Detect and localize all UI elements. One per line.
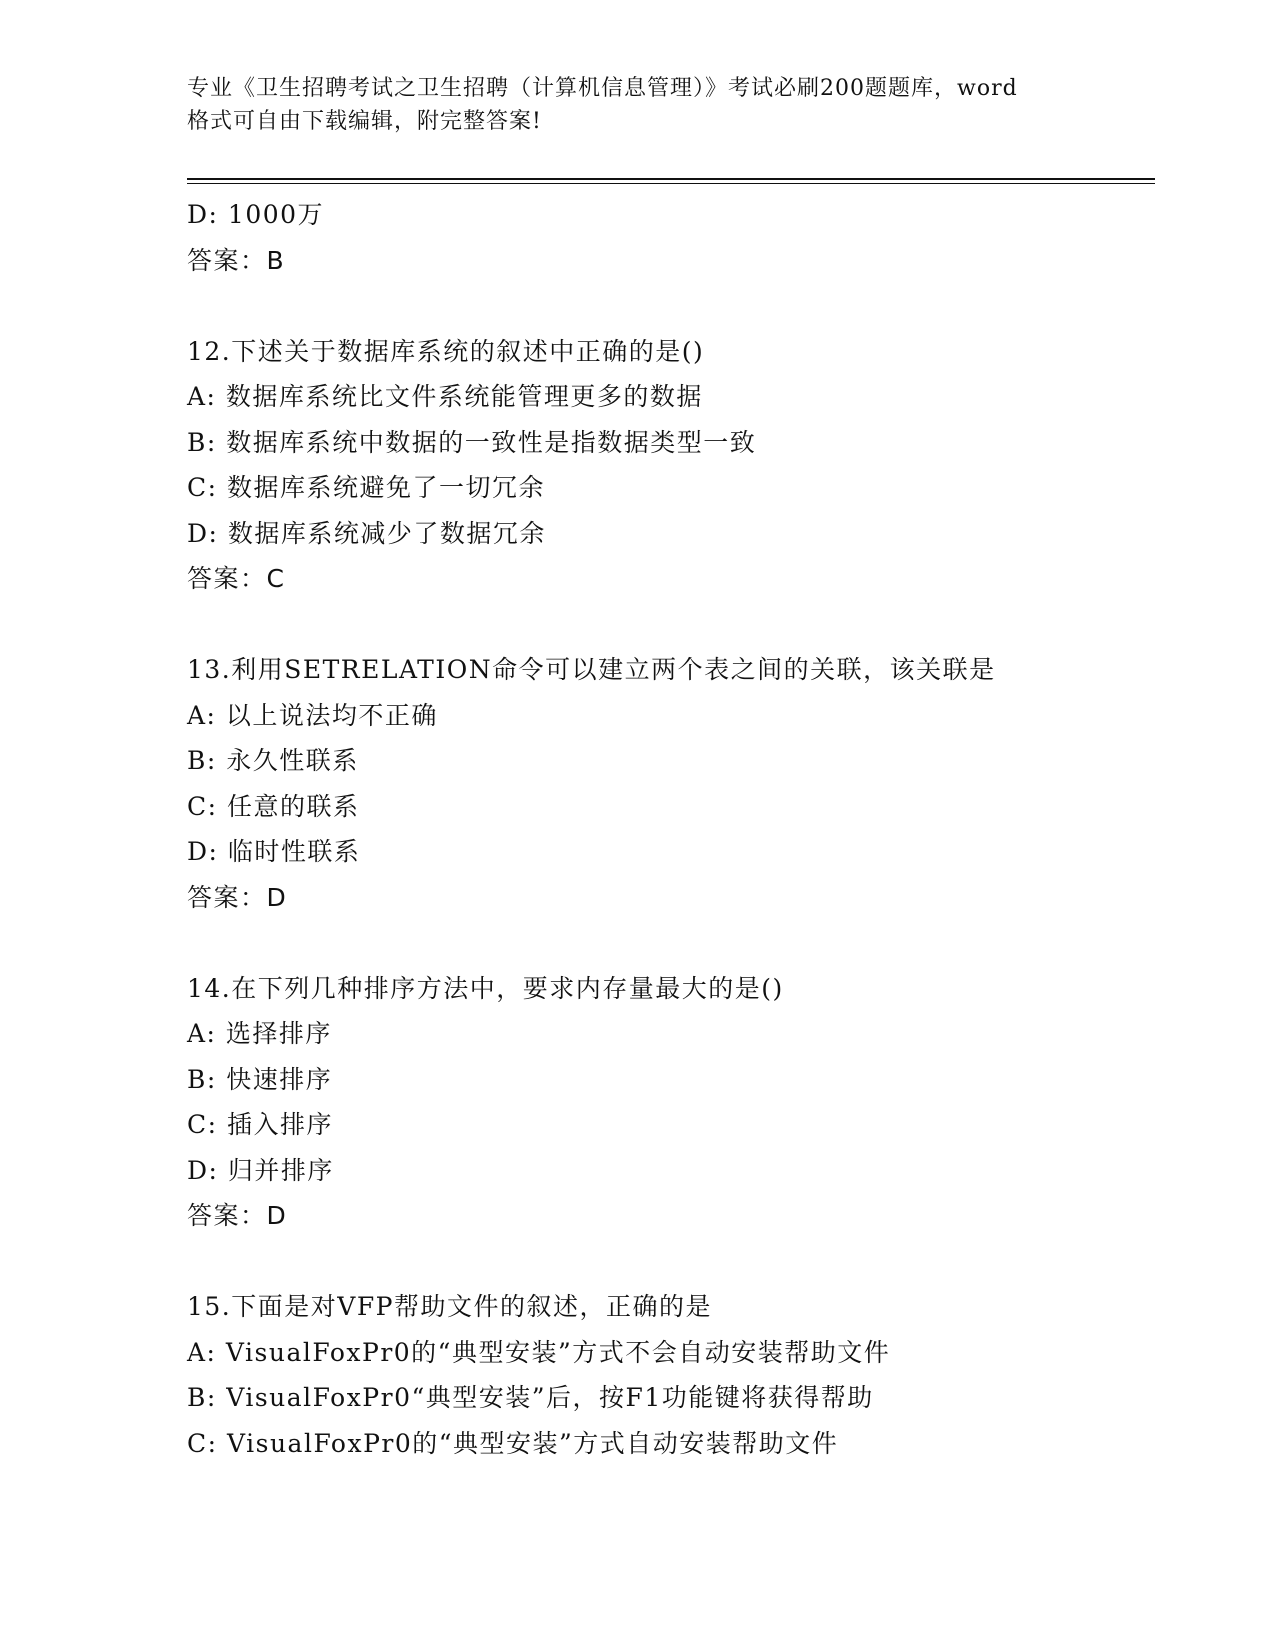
option-a: A: 以上说法均不正确 bbox=[187, 700, 438, 730]
option-a: A: 数据库系统比文件系统能管理更多的数据 bbox=[187, 382, 703, 411]
spacer bbox=[187, 1239, 1155, 1285]
answer: 答案：D bbox=[187, 1201, 288, 1230]
option-b: B: 快速排序 bbox=[187, 1064, 333, 1094]
spacer bbox=[187, 602, 1155, 648]
header-rule-thick bbox=[187, 178, 1155, 180]
option-b: B: VisualFoxPr0“典型安装”后，按F1功能键将获得帮助 bbox=[187, 1383, 874, 1412]
spacer bbox=[187, 920, 1155, 966]
document-header bbox=[187, 72, 1087, 138]
option-b: B: 数据库系统中数据的一致性是指数据类型一致 bbox=[187, 427, 757, 457]
answer: 答案：B bbox=[187, 245, 286, 275]
answer: 答案：C bbox=[187, 564, 286, 593]
option-c: C: 插入排序 bbox=[187, 1110, 333, 1139]
header-rule-thin bbox=[187, 183, 1155, 184]
question-stem: 14.在下列几种排序方法中，要求内存量最大的是() bbox=[187, 973, 784, 1003]
question-stem: 15.下面是对VFP帮助文件的叙述，正确的是 bbox=[187, 1292, 712, 1321]
question-list bbox=[187, 192, 1155, 1466]
answer: 答案：D bbox=[187, 882, 288, 912]
option-d: D: 临时性联系 bbox=[187, 837, 361, 866]
option-c: C: 任意的联系 bbox=[187, 791, 360, 821]
option-a: A: VisualFoxPr0的“典型安装”方式不会自动安装帮助文件 bbox=[187, 1337, 891, 1367]
option-c: C: VisualFoxPr0的“典型安装”方式自动安装帮助文件 bbox=[187, 1428, 839, 1458]
option-b: B: 永久性联系 bbox=[187, 746, 359, 775]
question-stem: 13.利用SETRELATION命令可以建立两个表之间的关联，该关联是 bbox=[187, 655, 996, 684]
option-a: A: 选择排序 bbox=[187, 1019, 332, 1048]
header-line-1: 专业《卫生招聘考试之卫生招聘（计算机信息管理）》考试必刷200题题库，word bbox=[187, 76, 1018, 101]
option-c: C: 数据库系统避免了一切冗余 bbox=[187, 473, 545, 502]
option-d: D: 数据库系统减少了数据冗余 bbox=[187, 518, 546, 548]
option-d: D: 归并排序 bbox=[187, 1155, 334, 1185]
spacer bbox=[187, 283, 1155, 329]
question-stem: 12.下述关于数据库系统的叙述中正确的是() bbox=[187, 336, 705, 366]
option-d: D: 1000万 bbox=[187, 200, 325, 229]
header-line-2: 格式可自由下载编辑，附完整答案! bbox=[187, 109, 542, 134]
